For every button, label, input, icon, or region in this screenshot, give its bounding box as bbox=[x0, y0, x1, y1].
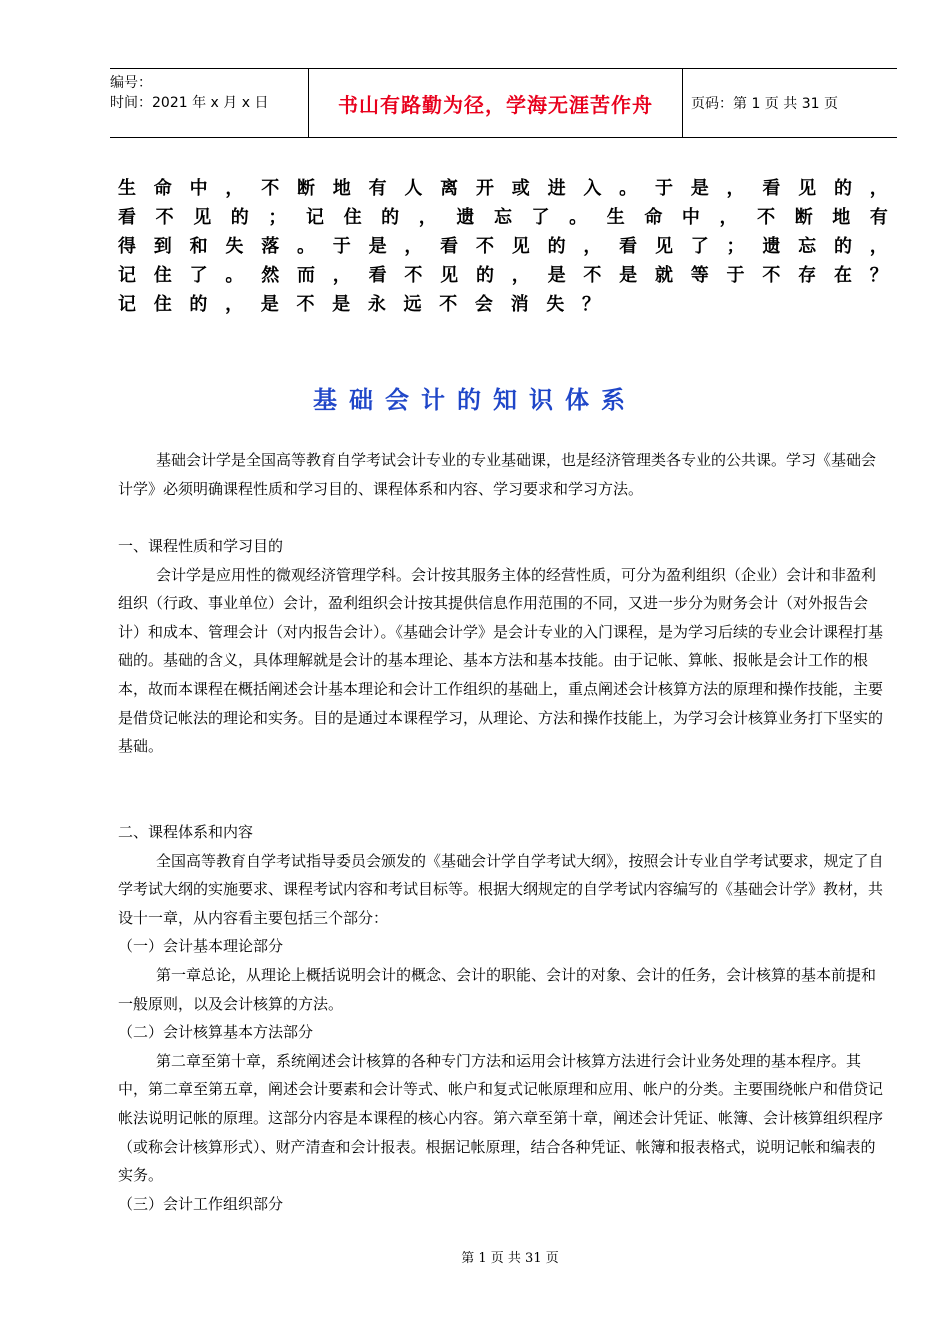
intro-char: 见 bbox=[440, 265, 459, 286]
intro-char: 等 bbox=[690, 265, 709, 286]
header-meta bbox=[110, 69, 309, 137]
intro-char: 有 bbox=[869, 207, 888, 228]
intro-char: 于 bbox=[726, 265, 745, 286]
intro-char: 了 bbox=[690, 236, 709, 257]
intro-char: 是 bbox=[260, 294, 279, 315]
intro-char: 断 bbox=[296, 178, 315, 199]
page-header bbox=[110, 68, 897, 138]
intro-char: 了 bbox=[189, 265, 208, 286]
part-1-body: 第一章总论，从理论上概括说明会计的概念、会计的职能、会计的对象、会计的任务，会计核算的基本前提和一般原则，以及会计核算的方法。 bbox=[118, 965, 877, 1013]
intro-char: 不 bbox=[155, 207, 174, 228]
section-2 bbox=[118, 818, 888, 1218]
intro-char: ， bbox=[225, 294, 244, 315]
page-title: 基础会计的知识体系 bbox=[313, 386, 637, 414]
part-2-heading: （二）会计核算基本方法部分 bbox=[118, 1023, 314, 1042]
intro-char: 生 bbox=[118, 178, 136, 199]
intro-char: 到 bbox=[153, 236, 172, 257]
section-1-body: 会计学是应用性的微观经济管理学科。会计按其服务主体的经营性质，可分为盈利组织（企业）会计和非盈利组织（行政、事业单位）会计，盈利组织会计按其提供信息作用范围的不同，又进一步分为财务会计（对外报告会计）和成本、管理会计（对内报告会计）。《基础会计学》是会计专业的入门课程，是为学习后续的专业会计课程打基础的。基础的含义，具体理解就是会计的基本理论、基本方法和基本技能。由于记帐、算帐、报帐是会计工作的根本，故而本课程在概括阐述会计基本理论和会计工作组织的基础上，重点阐述会计核算方法的原理和操作技能，主要是借贷记帐法的理论和实务。目的是通过本课程学习，从理论、方法和操作技能上，为学习会计核算业务打下坚实的基础。 bbox=[118, 565, 884, 756]
intro-char: 失 bbox=[225, 236, 244, 257]
intro-char: ， bbox=[225, 178, 244, 199]
intro-char: 遗 bbox=[456, 207, 475, 228]
intro-char: 得 bbox=[118, 236, 136, 257]
intro-char: 地 bbox=[832, 207, 851, 228]
intro-char: ， bbox=[418, 207, 437, 228]
intro-char: 是 bbox=[368, 236, 387, 257]
intro-char: 和 bbox=[189, 236, 208, 257]
intro-char: ， bbox=[404, 236, 423, 257]
intro-char: 见 bbox=[798, 178, 817, 199]
intro-char: 的 bbox=[230, 207, 249, 228]
intro-line bbox=[118, 174, 888, 203]
intro-char: 不 bbox=[757, 207, 776, 228]
intro-char: 然 bbox=[261, 265, 280, 286]
intro-char: 忘 bbox=[798, 236, 817, 257]
part-3-heading: （三）会计工作组织部分 bbox=[118, 1194, 284, 1213]
intro-char: ， bbox=[726, 178, 745, 199]
intro-char: ， bbox=[511, 265, 530, 286]
intro-char: 。 bbox=[569, 207, 588, 228]
intro-char: 的 bbox=[547, 236, 566, 257]
intro-char: ？ bbox=[581, 294, 600, 315]
intro-char: 了 bbox=[531, 207, 550, 228]
intro-char: 住 bbox=[153, 265, 172, 286]
intro-paragraph: 基础会计学是全国高等教育自学考试会计专业的专业基础课，也是经济管理类各专业的公共课。学习《基础会计学》必须明确课程性质和学习目的、课程体系和内容、学习要求和学习方法。 bbox=[118, 451, 877, 498]
intro-char: 或 bbox=[511, 178, 530, 199]
intro-char: 存 bbox=[798, 265, 817, 286]
intro-char: 中 bbox=[189, 178, 208, 199]
intro-char: 开 bbox=[475, 178, 494, 199]
intro-char: 忘 bbox=[493, 207, 512, 228]
intro-char: 见 bbox=[193, 207, 212, 228]
intro-char: ， bbox=[869, 178, 888, 199]
intro-char: ， bbox=[719, 207, 738, 228]
intro-char: 遗 bbox=[762, 236, 781, 257]
intro-char: 。 bbox=[296, 236, 315, 257]
intro-char: 而 bbox=[296, 265, 315, 286]
intro-char: ， bbox=[332, 265, 351, 286]
section-1 bbox=[118, 532, 888, 761]
intro-poem bbox=[118, 174, 888, 319]
intro-char: 见 bbox=[654, 236, 673, 257]
intro-char: 不 bbox=[439, 294, 458, 315]
intro-char: 中 bbox=[681, 207, 700, 228]
intro-char: 命 bbox=[644, 207, 663, 228]
intro-line bbox=[118, 261, 888, 290]
intro-char: 看 bbox=[368, 265, 387, 286]
intro-char: 的 bbox=[381, 207, 400, 228]
section-2-heading: 二、课程体系和内容 bbox=[118, 823, 254, 841]
part-2-body: 第二章至第十章，系统阐述会计核算的各种专门方法和运用会计核算方法进行会计业务处理的基本程序。其中，第二章至第五章，阐述会计要素和会计等式、帐户和复式记帐原理和应用、帐户的分类。主要围绕帐户和借贷记帐法说明记帐的原理。这部分内容是本课程的核心内容。第六章至第十章，阐述会计凭证、帐簿、会计核算组织程序（或称会计核算形式）、财产清查和会计报表。根据记帐原理，结合各种凭证、帐簿和报表格式，说明记帐和编表的实务。 bbox=[118, 1051, 884, 1185]
intro-char: 的 bbox=[833, 236, 852, 257]
intro-char: 不 bbox=[296, 294, 315, 315]
intro-char: 不 bbox=[762, 265, 781, 286]
intro-char: 不 bbox=[261, 178, 280, 199]
intro-char: 住 bbox=[343, 207, 362, 228]
intro-char: 不 bbox=[583, 265, 602, 286]
intro-char: 落 bbox=[261, 236, 280, 257]
intro-char: 是 bbox=[619, 265, 638, 286]
intro-char: 的 bbox=[475, 265, 494, 286]
intro-char: 离 bbox=[440, 178, 459, 199]
intro-char: 。 bbox=[619, 178, 638, 199]
intro-char: 入 bbox=[583, 178, 602, 199]
intro-char: 会 bbox=[474, 294, 493, 315]
intro-char: ； bbox=[268, 207, 287, 228]
intro-char: 的 bbox=[833, 178, 852, 199]
intro-char: 看 bbox=[762, 178, 781, 199]
intro-char: 见 bbox=[511, 236, 530, 257]
intro-char: 不 bbox=[404, 265, 423, 286]
intro-char: 于 bbox=[332, 236, 351, 257]
intro-line bbox=[118, 232, 888, 261]
intro-char: 永 bbox=[367, 294, 386, 315]
intro-char: 进 bbox=[547, 178, 566, 199]
intro-char: ， bbox=[869, 236, 888, 257]
number-label: 编号： bbox=[110, 75, 152, 91]
time-label: 时间：2021 年 x 月 x 日 bbox=[110, 95, 269, 111]
intro-char: ， bbox=[583, 236, 602, 257]
intro-line bbox=[118, 203, 888, 232]
page-footer: 第 1 页 共 31 页 bbox=[461, 1251, 559, 1266]
intro-char: 记 bbox=[118, 265, 136, 286]
section-2-body: 全国高等教育自学考试指导委员会颁发的《基础会计学自学考试大纲》，按照会计专业自学考试要求，规定了自学考试大纲的实施要求、课程考试内容和考试目标等。根据大纲规定的自学考试内容编写的《基础会计学》教材，共设十一章，从内容看主要包括三个部分： bbox=[118, 851, 884, 927]
intro-char: 不 bbox=[475, 236, 494, 257]
intro-char: 记 bbox=[118, 294, 136, 315]
intro-char: 是 bbox=[690, 178, 709, 199]
intro-char: 远 bbox=[403, 294, 422, 315]
intro-char: 的 bbox=[189, 294, 208, 315]
intro-char: 住 bbox=[153, 294, 172, 315]
intro-char: 地 bbox=[332, 178, 351, 199]
intro-char: 在 bbox=[833, 265, 852, 286]
intro-char: 人 bbox=[404, 178, 423, 199]
intro-char: 看 bbox=[619, 236, 638, 257]
intro-char: 就 bbox=[654, 265, 673, 286]
intro-char: 命 bbox=[153, 178, 172, 199]
intro-char: ？ bbox=[869, 265, 888, 286]
intro-char: 是 bbox=[547, 265, 566, 286]
intro-char: 是 bbox=[332, 294, 351, 315]
intro-paragraph-block bbox=[118, 446, 888, 503]
intro-char: 看 bbox=[440, 236, 459, 257]
intro-line bbox=[118, 290, 888, 319]
intro-char: 看 bbox=[118, 207, 136, 228]
intro-char: 于 bbox=[654, 178, 673, 199]
part-1-heading: （一）会计基本理论部分 bbox=[118, 937, 284, 956]
intro-char: 有 bbox=[368, 178, 387, 199]
intro-char: 消 bbox=[510, 294, 529, 315]
section-1-heading: 一、课程性质和学习目的 bbox=[118, 537, 284, 555]
intro-char: ； bbox=[726, 236, 745, 257]
header-motto: 书山有路勤为径，学海无涯苦作舟 bbox=[309, 69, 683, 137]
intro-char: 。 bbox=[225, 265, 244, 286]
header-page-label: 页码：第 1 页 共 31 页 bbox=[691, 96, 838, 112]
intro-char: 失 bbox=[546, 294, 565, 315]
intro-char: 生 bbox=[606, 207, 625, 228]
intro-char: 记 bbox=[305, 207, 324, 228]
intro-char: 断 bbox=[794, 207, 813, 228]
